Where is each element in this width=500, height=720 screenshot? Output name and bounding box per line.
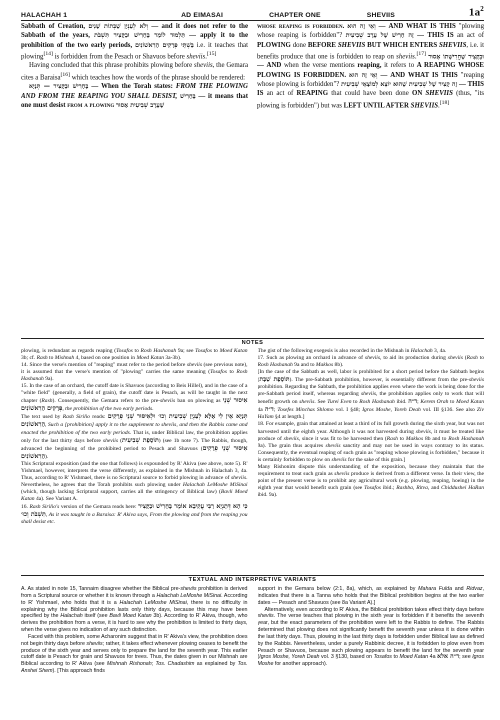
variant-paragraph: A. As stated in note 15, Tannaim disagree whether the Biblical pre-sheviis prohibition is derived from a Scriptural source or whether it is known through a Halachah LeMoshe MiSinai. According to R' Yishmael, who holds that it is a Halachah LeMoshe MiSinai, there is no difficulty in explaining why the Biblical prohibition lasts only thirty days, because this may have been specified by the Halachah itself (see Bavli Moed Katan 3b). According to R' Akiva, though, who derives the prohibition from a verse, it is hard to see why the prohibition is limited to thirty days, when the verse gives no indication of any such distinction. xyxy=(21,586,248,634)
main-text xyxy=(21,22,484,334)
main-text-paragraph: בֶּחָרִישׁ וּבַקָּצִיר — תְּנַיָּא — When the Torah states: FROM THE PLOWING AND FROM THE REAPING YOU SHALL DESIST, בֶּחָרִישׁ — it means that one must desist from a plowing שֶׁעֶרֶב שְׁבִיעִית אָסוּר xyxy=(21,83,248,109)
notes-right-column xyxy=(258,348,485,574)
variants-heading: TEXTUAL AND INTERPRETIVE VARIANTS xyxy=(188,577,317,583)
header-rule xyxy=(21,20,484,21)
notes-rule xyxy=(21,338,484,339)
note-paragraph: 18. For example, grain that attained at least a third of its full growth during the sixth year, but was not harvested until the eighth year. Although it was not harvested during sheviis, it must be treated like produce of sheviis, since it was fit to be harvested then (Rash to Makkos 8b and to Rosh Hashanah 9a). The grain thus acquires sheviis sanctity and may not be used in ways contrary to its status. Consequently, the eventual reaping of such grain as "reaping whose plowing is forbidden," because it is certainly forbidden to plow on sheviis for the sake of this grain.] xyxy=(257,421,484,463)
main-text-paragraph: whose reaping is forbidden. וְאֵי זֶה הוּא — AND WHAT IS THIS "plowing whose reaping is forbidden"? זֶה חָרִישׁ שֶׁל עֶרֶב שְׁבִיעִית — THIS IS an act of PLOWING done BEFORE SHEVIIS BUT WHICH ENTERS SHEVIIS, i.e. it benefits produce that one is forbidden to reap on sheviis.[17] וּבַקָּצִיר שֶׁחֲרִישָׁתוֹ אָסוּר — AND when the verse mentions reaping, it refers to A REAPING WHOSE PLOWING IS FORBIDDEN. וְאֵי זֶה הוּא — AND WHAT IS THIS "reaping whose plowing is forbidden"? זֶה קָצִיר שֶׁל שְׁבִיעִית שֶׁהוּא יוֹצֵא לְמוֹצָאֵי שְׁבִיעִית — THIS IS an act of REAPING that could have been done ON SHEVIIS (thus, "its plowing is forbidden") but was LEFT UNTIL AFTER SHEVIIS.[18] xyxy=(257,23,484,109)
header-center xyxy=(181,12,395,19)
variants-right-column xyxy=(258,586,485,716)
notes-section xyxy=(21,348,484,574)
variant-paragraph: Faced with this problem, some Acharonim suggest that in R' Akiva's view, the prohibition does not begin thirty days before sheviis; rather, it takes effect whenever plowing ceases to benefit the produce of the sixth year and serves only to prepare the land for the seventh year. This earlier cutoff date is Pesach for grain and Shavuos for trees. Thus, the dates given in our Mishnah are Biblical according to R' Akiva (see Mishnah Rishonah; Tos. Chadashim as explained by Tos. Anshei Shem). [This approach finds xyxy=(21,633,248,675)
main-text-left-column xyxy=(21,22,248,334)
header-masechta: SHEVIIS xyxy=(366,12,395,19)
note-paragraph: 14. Since the verse's mention of "reaping" must refer to the period before sheviis (see previous note), it is assumed that the verse's mention of "plowing" carries the same meaning (Tosafos to Rosh Hashanah 9a). xyxy=(21,362,248,383)
running-header xyxy=(21,4,484,19)
variants-section xyxy=(21,586,484,716)
main-text-right-column xyxy=(257,22,484,334)
variant-paragraph: support in the Gemara below (2:1, 8a), which, as explained by Mahara Fulda and Ridvaz, indicates that there is a Tanna who holds that the Biblical prohibition begins at the two earlier dates — Pesach and Shavuos (see 8a Variant A).] xyxy=(257,586,484,606)
header-chapter: CHAPTER ONE xyxy=(269,12,321,19)
note-paragraph: The text used by Rash Sirilio reads: תְּנַיָּא אֵין לִי אֶלָּא לְעַנְיַן שְׁבִיעִית וְכוּ׳ וּלְאִיסּוּר שְׁנֵי פְרָקִים הָרִאשׁוֹנִים, Such a [prohibition] apply it to the supplement to sheviis, and then the Rabbis came and enacted the prohibition of the two early periods. That is, under Biblical law, the prohibition applies only for the last thirty days before sheviis (תּוֹסֶפֶת שְׁבִיעִית) (see 1b note 7). The Rabbis, though, advanced the beginning of the prohibited period to Pesach and Shavuos (אִיסּוּר שְׁנֵי פְרָקִים הָרִאשׁוֹנִים). xyxy=(21,413,248,460)
note-paragraph: The gist of the following exegesis is also recorded in the Mishnah in Halachah 3, 4a. xyxy=(257,348,447,354)
notes-heading: NOTES xyxy=(241,340,264,346)
note-paragraph: This Scriptural exposition (and the one that follows) is expounded by R' Akiva (see above, note 5). R' Yishmael, however, interprets the verse differently, as explained in the Mishnah in Halachah 3, 4a. Thus, according to R' Yishmael, there is no Scriptural source to forbid plowing in advance of sheviis. Nevertheless, he agrees that the Torah prohibits such plowing under Halachah LeMoshe MiSinai (which, though lacking Scriptural support, carries all the stringency of Biblical law) (Bavli Moed Katan 4a). See Variant A. xyxy=(21,460,248,502)
variant-paragraph: Alternatively, even according to R' Akiva, the Biblical prohibition takes effect thirty days before sheviis. The verse teaches that plowing in the sixth year is forbidden if it benefits the seventh year, but the exact parameters of the prohibition were left to the Rabbis to define. The Rabbis determined that plowing does not significantly benefit the seventh year unless it is done within the last thirty days. Thus, plowing in the last thirty days is forbidden under Biblical law as defined by the Rabbis. Nevertheless, under a purely Rabbinic decree, it is forbidden to plow even from Pesach or Shavuos, because such plowing appears to benefit the land for the seventh year (Igros Moshe, Yoreh Deah vol. 3 §130, based on Tosafos to Moed Katan 4a ד״ה אלא; see Igros Moshe for another approach). xyxy=(257,606,484,668)
header-tractate: AD EIMASAI xyxy=(181,12,224,19)
folio-number xyxy=(469,5,484,19)
folio-sup: 2 xyxy=(480,5,484,14)
header-halachah: HALACHAH 1 xyxy=(21,12,68,19)
notes-left-column xyxy=(21,348,248,574)
note-paragraph: 17. Such as plowing an orchard in advance of sheviis, to aid its production during sheviis (Rash to Rosh Hashanah 9a and to Makkos 8b). xyxy=(257,355,484,369)
note-paragraph: Many Rishonim dispute this understanding of the exposition, because they maintain that the requirement to treat such grain as sheviis produce is derived from a different verse. In their view, the point of the present verse is to prohibit any agricultural work (e.g. plowing, reaping, hoeing) in the eighth year that would benefit such grain (see Tosafos ibid.; Rashba, Ritva, and Chiddushei HaRan ibid. 9a). xyxy=(257,463,484,498)
folio-main: 1a xyxy=(468,7,481,19)
note-paragraph: 16. Rash Sirilio's version of the Gemara reads here: כִּי הָא דְּתַנְיָא רַבִּי עֲקִיבָא אוֹמֵר בֶּחָרִישׁ וּבַקָּצִיר תִּשְׁבֹּת וְכוּ׳, As it was taught in a Baraisa: R' Akiva says, From the plowing and from the reaping you shall desist etc. xyxy=(21,502,248,526)
variants-left-column xyxy=(21,586,248,716)
main-text-paragraph: Sabbath of Creation, וְלֹא לְעַנְיַן שַׁבְּתוֹת שָׁנִים — and it does not refer to the Sabbath of the years, תַּלְמוּד לוֹמַר בֶּחָרִישׁ וּבַקָּצִיר תִּשְׁבֹּת — apply it to the prohibition of the two early periods, בַּשְׁתֵּי פְּרָקִים הָרִאשׁוֹנִים i.e. it teaches that plowing[14] is forbidden from the Pesach or Shavuos before sheviis.[15] xyxy=(21,23,248,61)
main-text-paragraph: Having concluded that this phrase prohibits plowing before sheviis, the Gemara cites a Baraisa[16] which teaches how the words of the phrase should be rendered: xyxy=(21,62,248,82)
note-paragraph: plowing, is redundant as regards reaping (Tosafos to Rosh Hashanah 9a; see Tosafos to Moed Katan 3b; cf. Rash to Mishnah 4, based on one position in Moed Katan 3a-3b). xyxy=(21,348,248,362)
note-paragraph: 15. In the case of an orchard, the cutoff date is Shavuos (according to Beis Hillel), and in the case of a "white field" (generally, a field of grain), the cutoff date is Pesach, as will be taught in the next chapter (Rash). Consequently, the Gemara refers to the pre-sheviis ban on plowing as אִיסוּר שְׁנֵי פְּרָקִים הָרִאשׁוֹנִים, the prohibition of the two early periods. xyxy=(21,383,248,413)
variants-rule xyxy=(21,575,484,576)
note-paragraph: [In the case of the Sabbath as well, labor is prohibited for a short period before the Sabbath begins (תּוֹסֶפֶת שַׁבָּת). The pre-Sabbath prohibition, however, is essentially different from the pre-sheviis prohibition. Regarding the Sabbath, the prohibition applies even where the work is being done for the pre-Sabbath period itself, whereas regarding sheviis, the prohibition applies only to work that will benefit growth on sheviis. See Turei Even to Rosh Hashanah ibid. ד״ה; Kerem Orah to Moed Katan 4a ד״ה; Tosefes Minchas Shlomo vol. I §48; Igros Moshe, Yoreh Deah vol. III §136. See also Ziv HaYam §4 at length.] xyxy=(257,369,484,421)
